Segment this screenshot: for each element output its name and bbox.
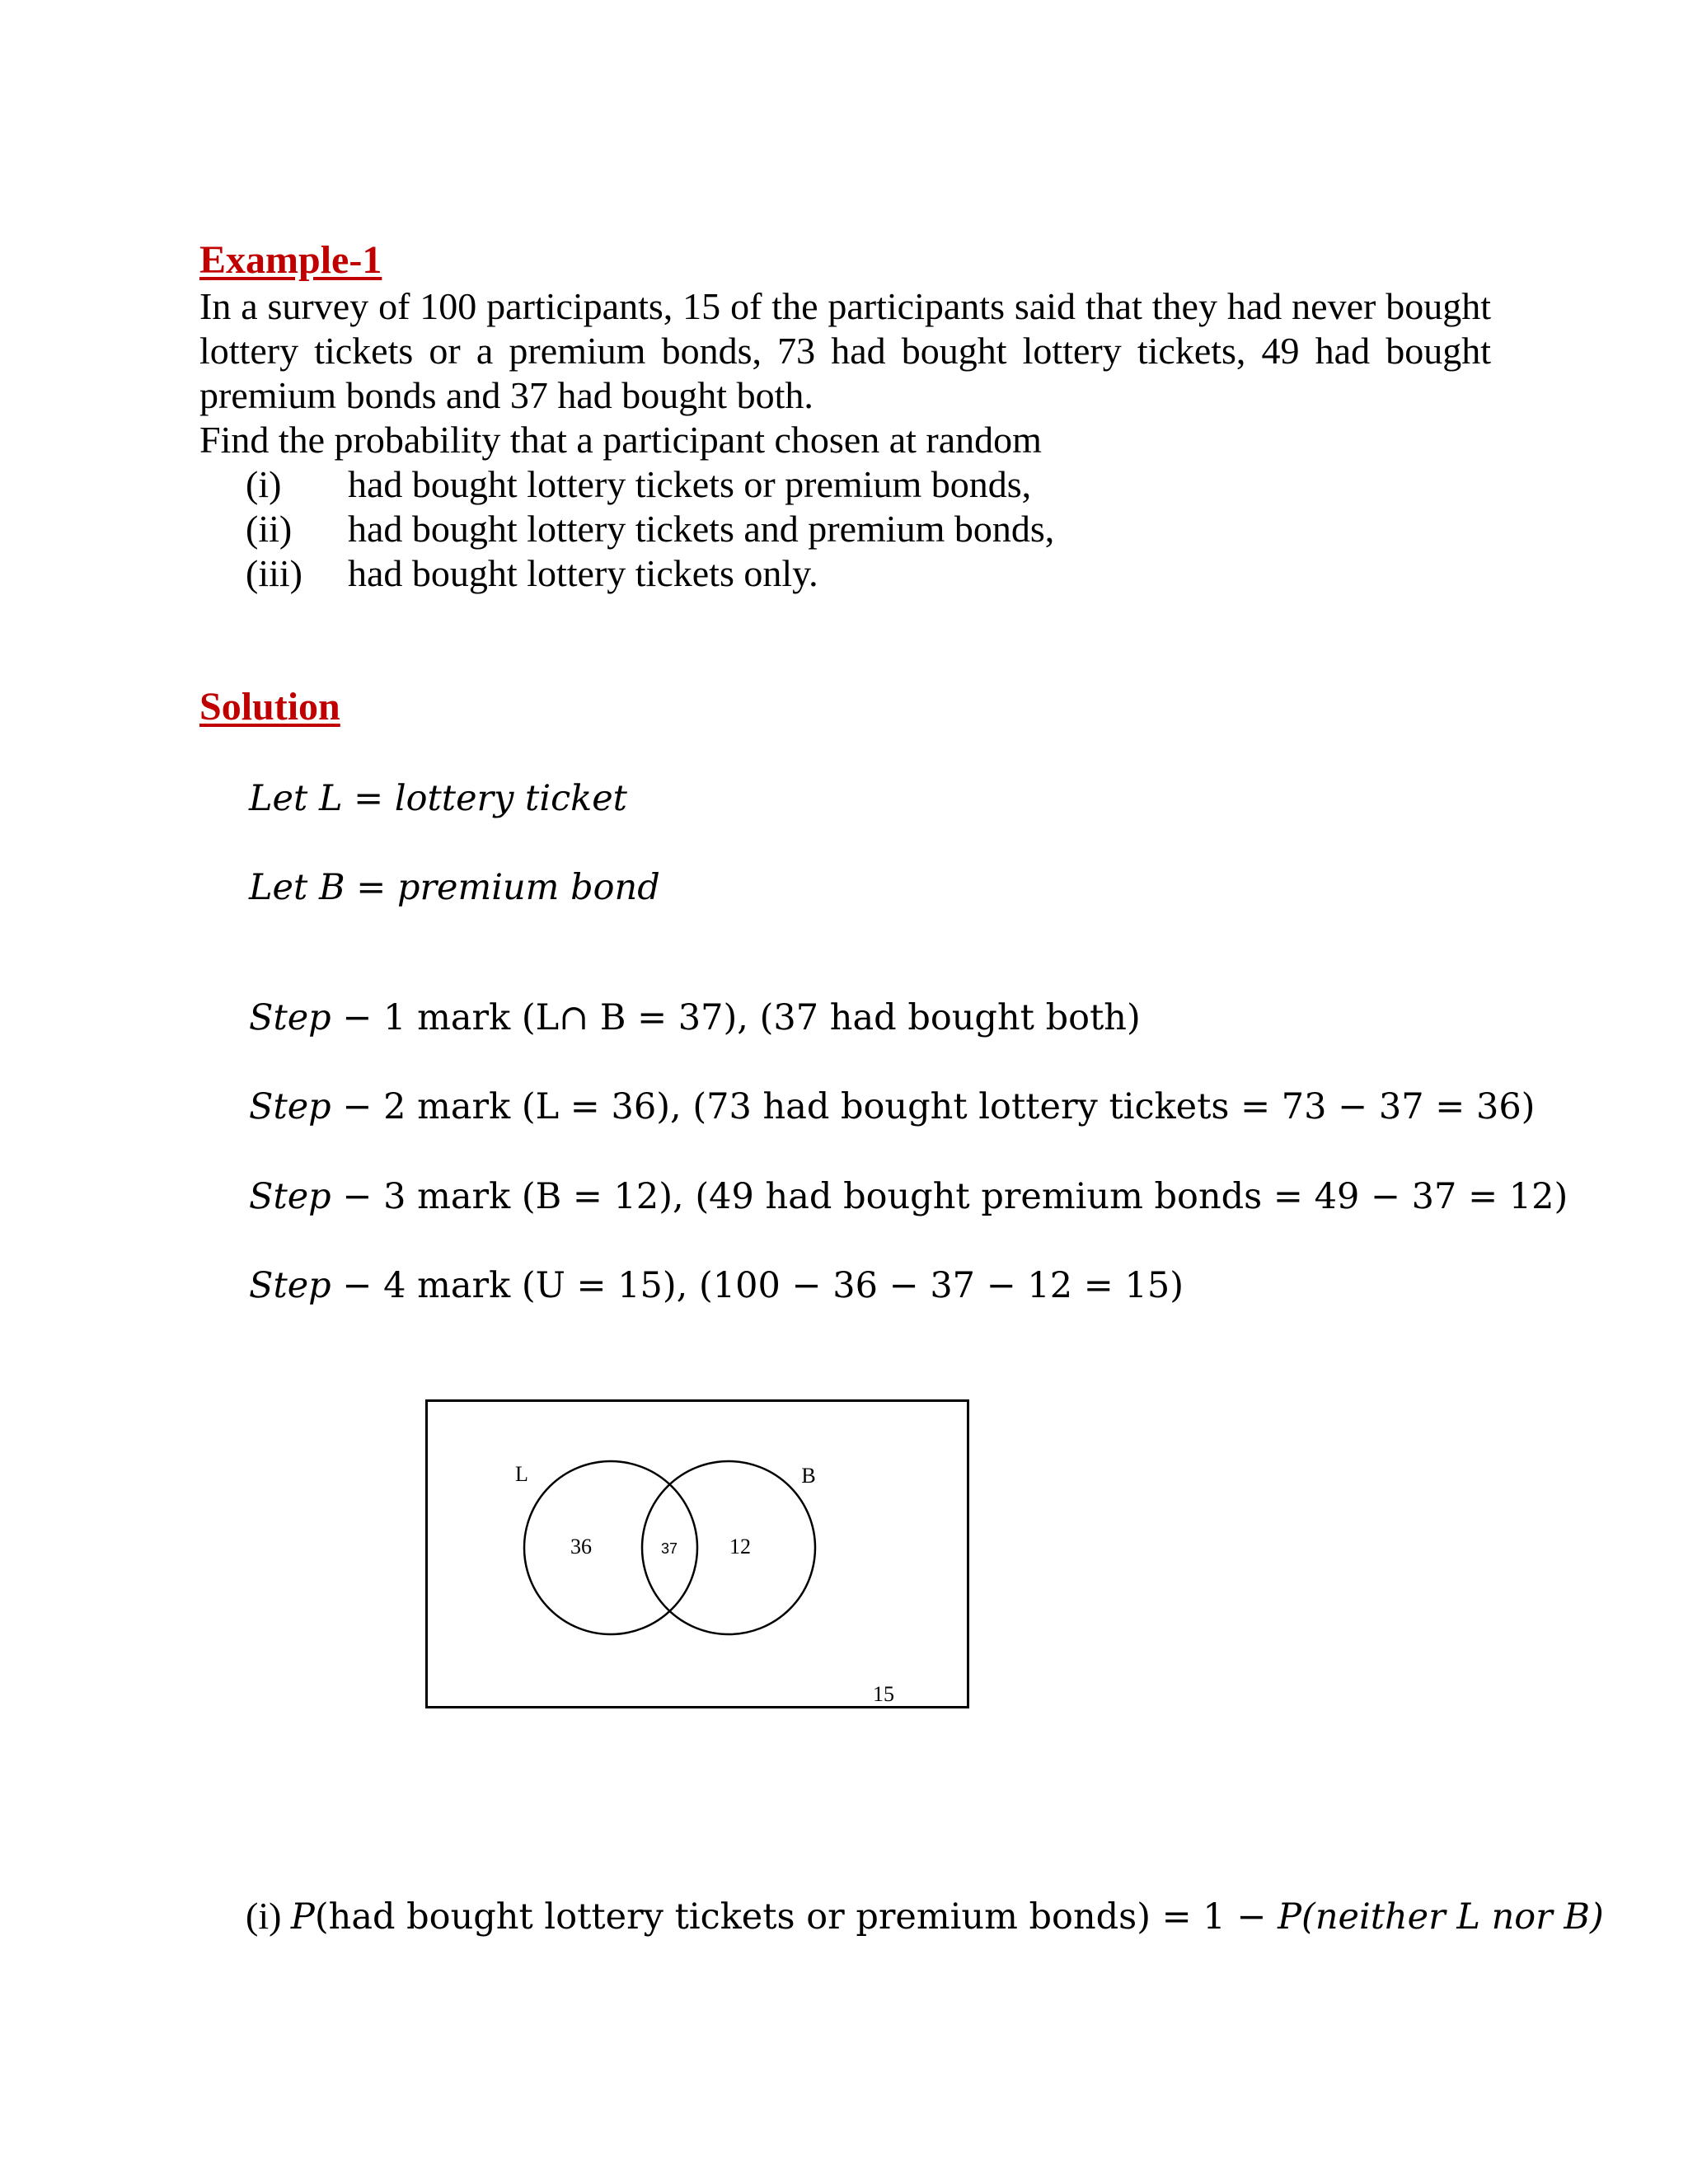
- part-i-body: (had bought lottery tickets or premium bonds) = 1 −: [314, 1896, 1278, 1938]
- step-2: [249, 1086, 1535, 1127]
- venn-diagram: [425, 1399, 969, 1708]
- step-4: [249, 1265, 1184, 1306]
- step-1: [249, 997, 1141, 1038]
- outside-value: 15: [873, 1682, 894, 1706]
- definition-lhs: Let B: [249, 867, 345, 908]
- intersection-value: 37: [660, 1540, 678, 1557]
- definition-b: [249, 867, 660, 908]
- step-mark: − 3 mark: [331, 1176, 522, 1217]
- step-mark: − 2 mark: [331, 1086, 522, 1127]
- step-body: (U = 15), (100 − 36 − 37 − 12 = 15): [521, 1265, 1184, 1306]
- set-b-label: B: [801, 1464, 816, 1488]
- item-number: (iii): [246, 552, 302, 594]
- problem-line-1: In a survey of 100 participants, 15 of the participants said that they had never bought: [199, 285, 1491, 327]
- problem-line-4: Find the probability that a participant chosen at random: [199, 419, 1042, 461]
- problem-line-3: premium bonds and 37 had bought both.: [199, 374, 814, 416]
- definition-equals: =: [342, 778, 395, 819]
- part-i-prefix: (i): [246, 1895, 291, 1937]
- definition-rhs: lottery ticket: [394, 778, 627, 819]
- step-label: Step: [249, 997, 331, 1038]
- definition-equals: =: [345, 867, 397, 908]
- definition-lhs: Let L: [249, 778, 343, 819]
- item-text: had bought lottery tickets or premium bonds,: [348, 463, 1032, 505]
- item-number: (i): [246, 463, 282, 505]
- step-label: Step: [249, 1265, 331, 1306]
- example-heading: Example-1: [199, 238, 382, 282]
- question-item: [246, 551, 1235, 596]
- part-i-line: [246, 1894, 1604, 1938]
- set-l-label: L: [515, 1462, 528, 1486]
- question-item: [246, 462, 1235, 507]
- step-mark: − 4 mark: [331, 1265, 522, 1306]
- definition-l: [249, 778, 627, 819]
- step-body: (L = 36), (73 had bought lottery tickets = 73 − 37 = 36): [521, 1086, 1536, 1127]
- step-label: Step: [249, 1086, 331, 1127]
- solution-heading: Solution: [199, 685, 340, 729]
- only-l-value: 36: [570, 1535, 592, 1558]
- step-body: (B = 12), (49 had bought premium bonds = 49 − 37 = 12): [521, 1176, 1568, 1217]
- step-mark: − 1 mark: [331, 997, 522, 1038]
- step-3: [249, 1176, 1568, 1217]
- item-text: had bought lottery tickets and premium bonds,: [348, 508, 1055, 550]
- part-i-rhs: P(neither L nor B): [1278, 1896, 1604, 1938]
- question-item: [246, 507, 1235, 551]
- definition-rhs: premium bond: [396, 867, 660, 908]
- only-b-value: 12: [729, 1535, 751, 1558]
- problem-line-2: lottery tickets or a premium bonds, 73 had bought lottery tickets, 49 had bought: [199, 330, 1491, 372]
- probability-symbol: P: [290, 1896, 315, 1938]
- item-text: had bought lottery tickets only.: [348, 552, 818, 594]
- step-label: Step: [249, 1176, 331, 1217]
- item-number: (ii): [246, 508, 293, 550]
- step-body: (L∩ B = 37), (37 had bought both): [521, 997, 1141, 1038]
